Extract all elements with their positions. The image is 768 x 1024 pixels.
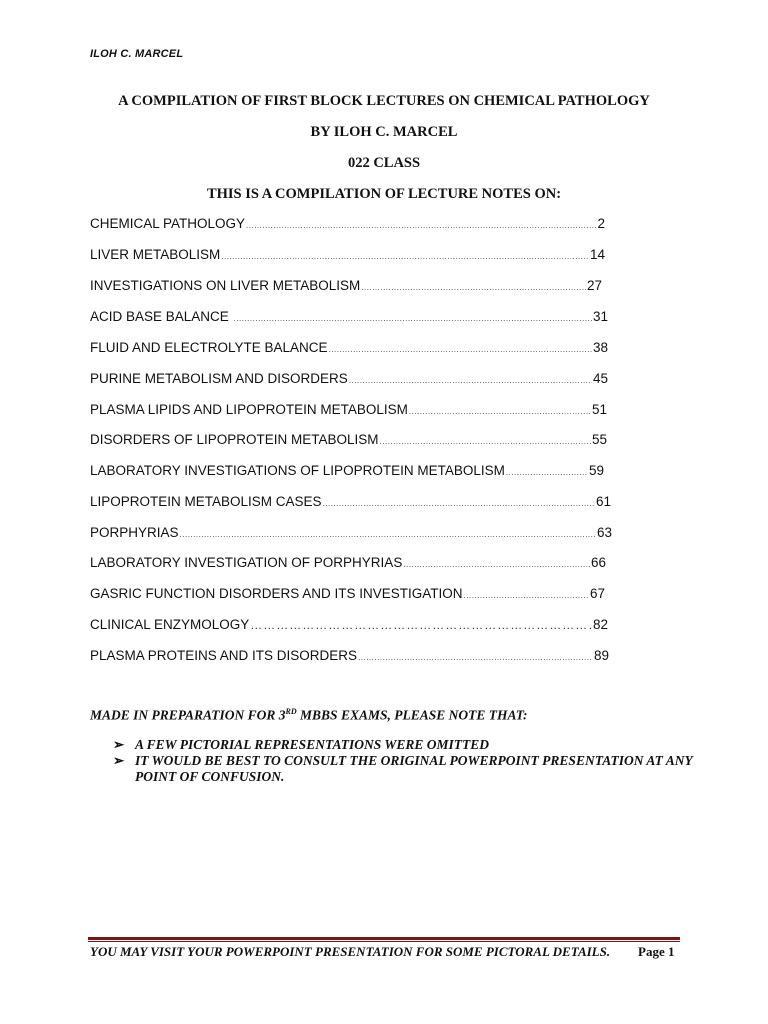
toc-leader-dots [250,618,592,632]
toc-entry [90,648,609,668]
toc-leader-dots [506,468,588,477]
note-bullet-item [113,737,693,753]
toc-entry-page: 38 [592,340,608,355]
toc-entry-page: 31 [592,309,608,324]
toc-leader-dots [323,499,595,508]
note-bullet-item [113,753,693,785]
toc-entry-page: 82 [592,617,608,632]
toc-entry-page: 51 [591,402,607,417]
toc-entry-label: LABORATORY INVESTIGATIONS OF LIPOPROTEIN METABOLISM [90,463,505,478]
toc-leader-dots [349,376,592,385]
exam-note-prefix: MADE IN PREPARATION FOR 3 [90,707,286,723]
toc-leader-dots [464,591,589,600]
toc-entry-label: DISORDERS OF LIPOPROTEIN METABOLISM [90,432,379,447]
toc-leader-dots [358,653,593,662]
toc-heading: THIS IS A COMPILATION OF LECTURE NOTES ON: [206,186,562,202]
toc-entry [90,309,608,329]
toc-entry-label: LIPOPROTEIN METABOLISM CASES [90,494,322,509]
toc-entry-label: LABORATORY INVESTIGATION OF PORPHYRIAS [90,555,403,570]
toc-entry [90,463,604,483]
toc-entry-page: 59 [588,463,604,478]
toc-leader-dots [221,252,589,261]
toc-entry-label: PURINE METABOLISM AND DISORDERS [90,371,348,386]
header-author: ILOH C. MARCEL [90,48,184,60]
toc-entry-page: 45 [592,371,608,386]
toc-entry-page: 67 [589,586,605,601]
toc-entry [90,494,611,514]
toc-entry-page: 27 [586,278,602,293]
toc-entry-page: 14 [589,247,605,262]
toc-entry-page: 66 [590,555,606,570]
toc-entry-label: INVESTIGATIONS ON LIVER METABOLISM [90,278,361,293]
toc-leader-dots [361,283,586,292]
toc-entry [90,525,612,545]
toc-entry-label: PLASMA LIPIDS AND LIPOPROTEIN METABOLISM [90,402,408,417]
footer-note: YOU MAY VISIT YOUR POWERPOINT PRESENTATION FOR SOME PICTORAL DETAILS. [90,944,611,959]
toc-entry [90,247,605,267]
note-bullet-text: A FEW PICTORIAL REPRESENTATIONS WERE OMITTED [135,737,489,752]
toc-leader-dots [409,407,591,416]
toc-leader-dots [234,314,592,323]
toc-entry [90,278,602,298]
toc-entry-label: GASRIC FUNCTION DISORDERS AND ITS INVESTIGATION [90,586,463,601]
footer-rule-thin [88,941,680,942]
toc-entry-label: LIVER METABOLISM [90,247,221,262]
toc-leader-dots [180,530,596,539]
toc-entry [90,432,607,452]
toc-entry-label: PORPHYRIAS [90,525,179,540]
document-title: A COMPILATION OF FIRST BLOCK LECTURES ON CHEMICAL PATHOLOGY [118,93,650,109]
toc-entry [90,371,608,391]
exam-note-suffix: MBBS EXAMS, PLEASE NOTE THAT: [296,707,528,723]
footer-rule [88,937,680,940]
toc-leader-dots [403,560,590,569]
toc-entry-page: 55 [591,432,607,447]
toc-entry-label: ACID BASE BALANCE [90,309,233,324]
toc-entry-page: 61 [595,494,611,509]
arrow-bullet-icon: ➢ [113,737,125,752]
note-bullet-text: IT WOULD BE BEST TO CONSULT THE ORIGINAL POWERPOINT PRESENTATION AT ANY POINT OF CONFUSION. [135,753,693,784]
page-number: Page 1 [638,944,675,959]
arrow-bullet-icon: ➢ [113,753,125,768]
toc-entry [90,340,608,360]
toc-entry-page: 89 [593,648,609,663]
toc-entry [90,586,605,606]
toc-entry-label: CHEMICAL PATHOLOGY [90,216,246,231]
toc-entry [90,617,608,637]
toc-leader-dots [380,437,591,446]
toc-entry-page: 2 [597,216,605,231]
exam-note-superscript: RD [285,707,297,716]
toc-entry-label: PLASMA PROTEINS AND ITS DISORDERS [90,648,358,663]
toc-entry-label: FLUID AND ELECTROLYTE BALANCE [90,340,328,355]
toc-leader-dots [329,345,592,354]
toc-entry [90,216,605,236]
toc-leader-dots [246,221,596,230]
toc-entry [90,555,606,575]
document-byline: BY ILOH C. MARCEL [310,124,458,140]
exam-note-heading [90,707,527,724]
document-class: 022 CLASS [347,155,421,171]
toc-entry-page: 63 [596,525,612,540]
toc-entry-label: CLINICAL ENZYMOLOGY [90,617,250,632]
toc-entry [90,402,607,422]
